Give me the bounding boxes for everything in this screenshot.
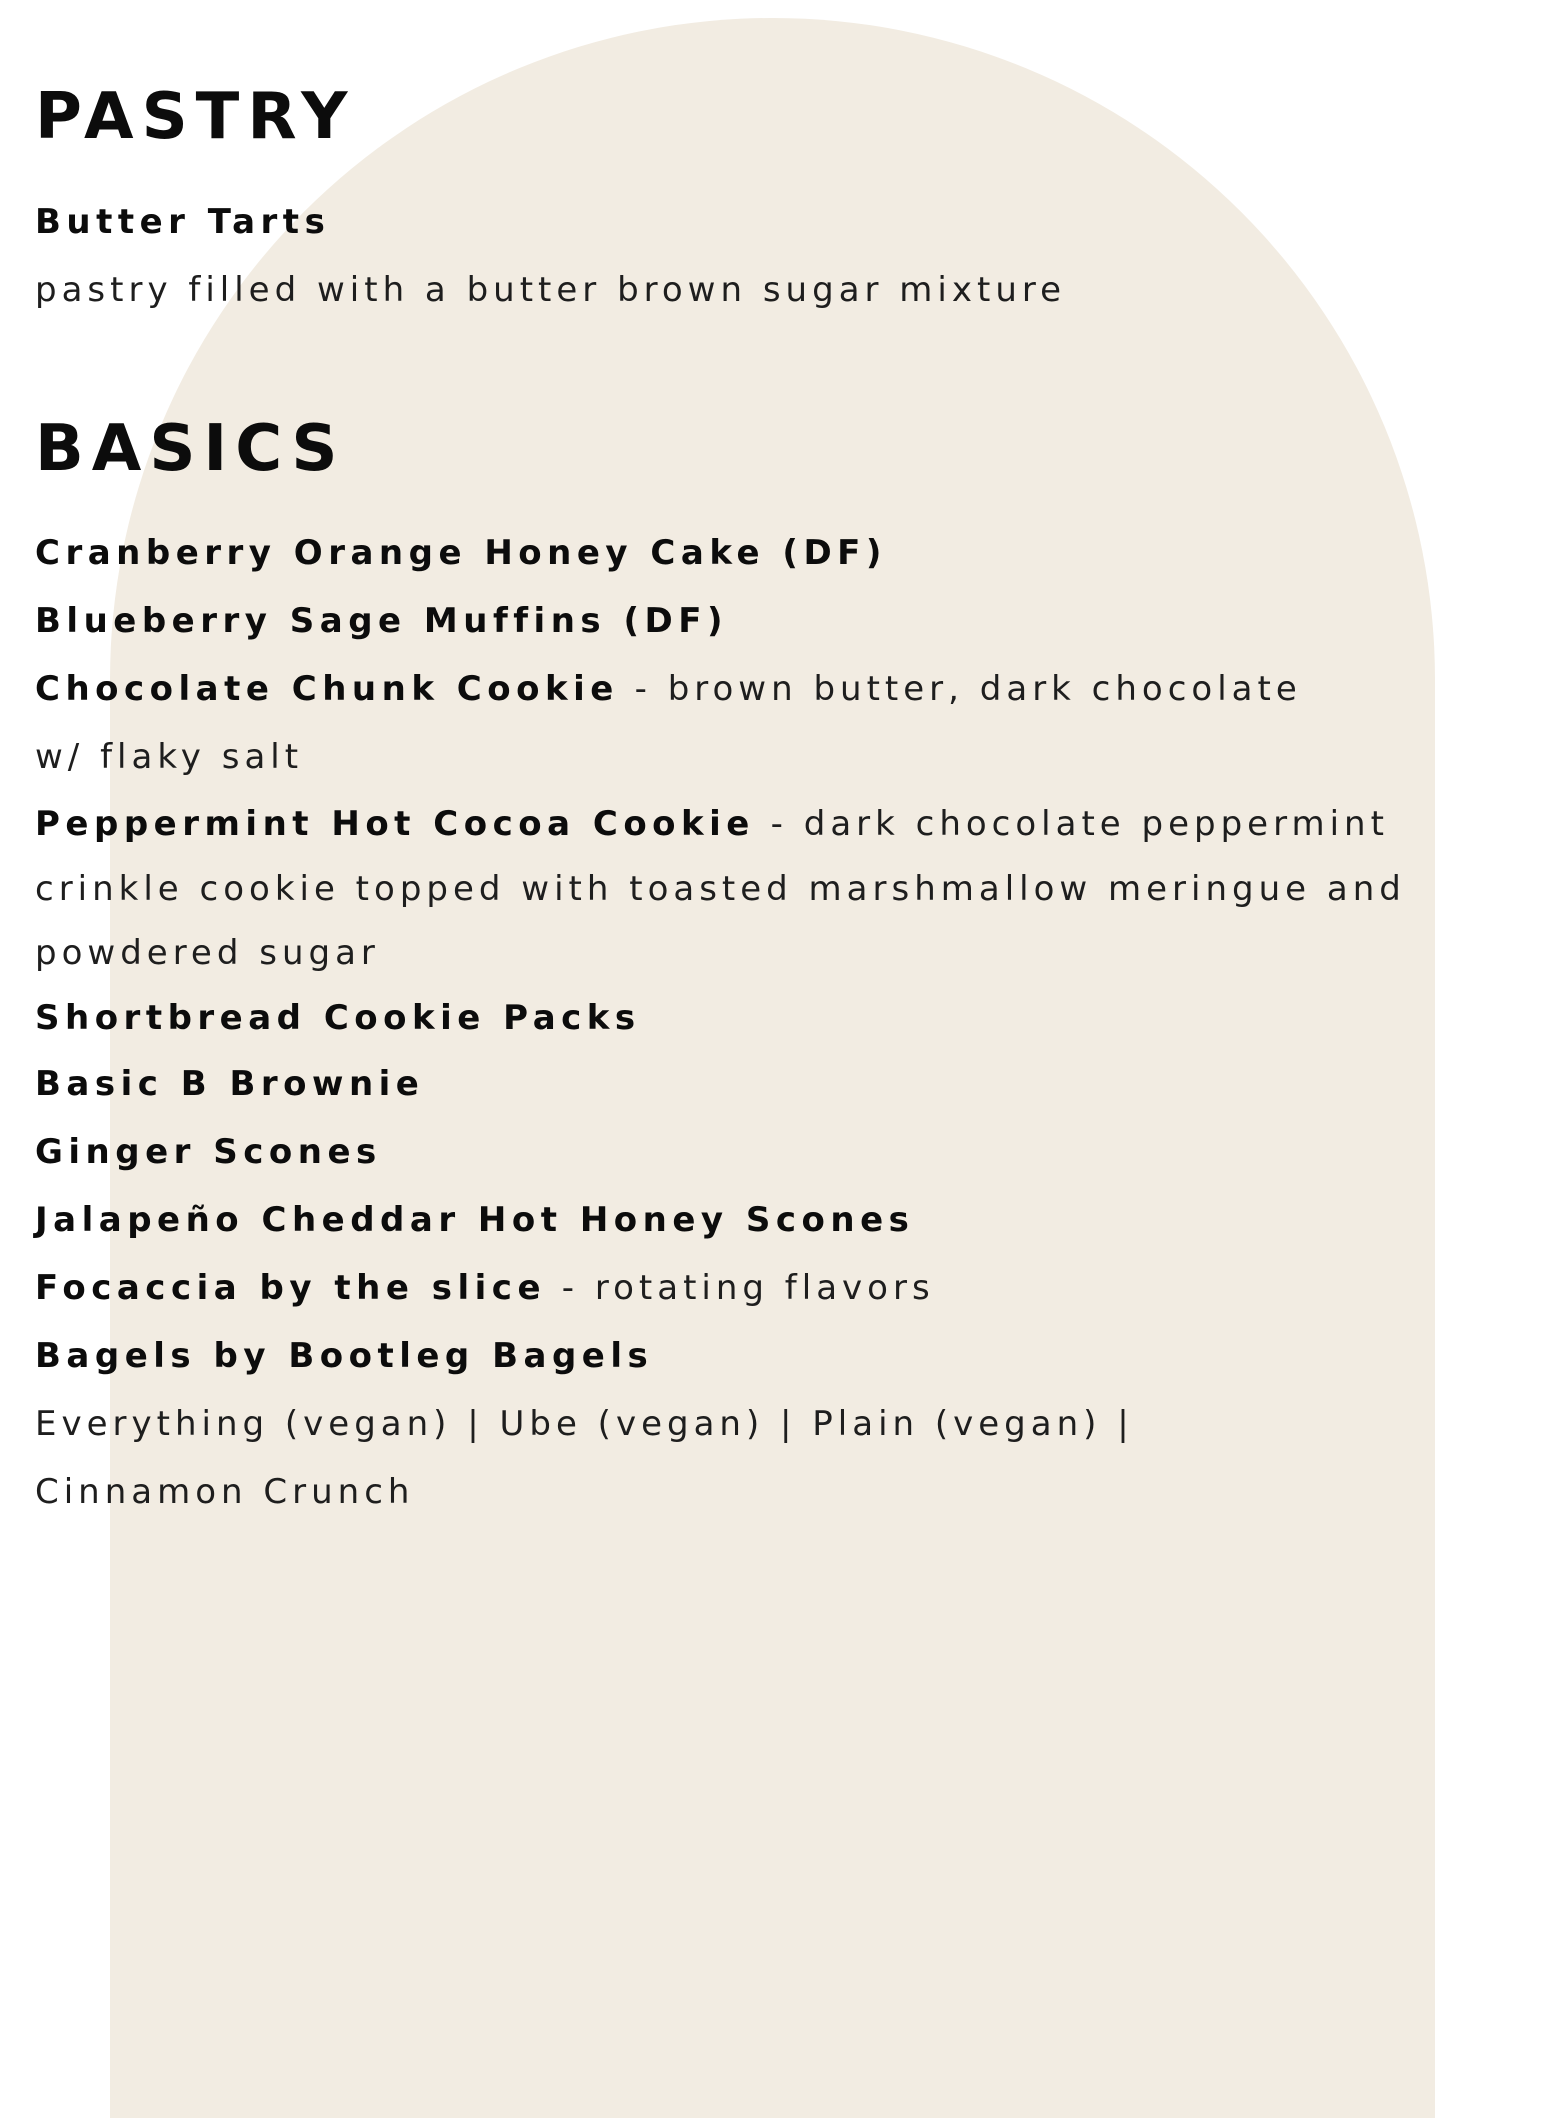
item-description: rotating flavors [594,1268,935,1308]
item-description: dark chocolate peppermint [803,804,1389,844]
item-description: Everything (vegan) | Ube (vegan) | Plain (vegan) | [35,1404,1134,1444]
item-name: Butter Tarts [35,202,331,242]
menu-item-butter-tarts-description [35,270,1066,311]
item-description: powdered sugar [35,933,380,973]
item-name: Basic B Brownie [35,1064,425,1104]
item-separator: - [754,804,804,844]
item-separator: - [546,1268,595,1308]
menu-item-focaccia [35,1268,935,1309]
menu-item-chocolate-chunk-cookie [35,669,1302,710]
menu-item-peppermint-cookie [35,804,1389,845]
item-name: Chocolate Chunk Cookie [35,669,619,709]
item-description: Cinnamon Crunch [35,1472,415,1512]
menu-item-bagels-flavors-cont [35,1472,414,1513]
item-name: Ginger Scones [35,1132,382,1172]
menu-item-butter-tarts [35,202,330,243]
menu-item-ginger-scones [35,1132,382,1173]
menu-item-jalapeno-scones [35,1200,914,1241]
item-name: Cranberry Orange Honey Cake (DF) [35,533,887,573]
item-name: Focaccia by the slice [35,1268,546,1308]
menu-item-peppermint-cookie-description-cont [35,869,1406,910]
item-description: brown butter, dark chocolate [667,669,1302,709]
menu-item-cranberry-cake [35,533,887,574]
menu-item-bagels-flavors [35,1404,1134,1445]
menu-item-basic-b-brownie [35,1064,424,1105]
menu-item-chocolate-chunk-cookie-description-cont [35,737,303,778]
menu-item-peppermint-cookie-description-cont2 [35,933,380,974]
section-title-basics: BASICS [35,412,346,486]
item-description: crinkle cookie topped with toasted marshmallow meringue and [35,869,1406,909]
item-name: Peppermint Hot Cocoa Cookie [35,804,755,844]
item-name: Jalapeño Cheddar Hot Honey Scones [35,1200,915,1240]
menu-item-bagels [35,1336,653,1377]
menu-item-shortbread-packs [35,998,641,1039]
item-description: w/ flaky salt [35,737,304,777]
item-name: Bagels by Bootleg Bagels [35,1336,654,1376]
section-title-pastry: PASTRY [35,80,356,154]
menu-item-blueberry-muffins [35,601,728,642]
item-description: pastry filled with a butter brown sugar mixture [35,270,1067,310]
item-name: Shortbread Cookie Packs [35,998,641,1038]
item-separator: - [618,669,668,709]
item-name: Blueberry Sage Muffins (DF) [35,601,729,641]
